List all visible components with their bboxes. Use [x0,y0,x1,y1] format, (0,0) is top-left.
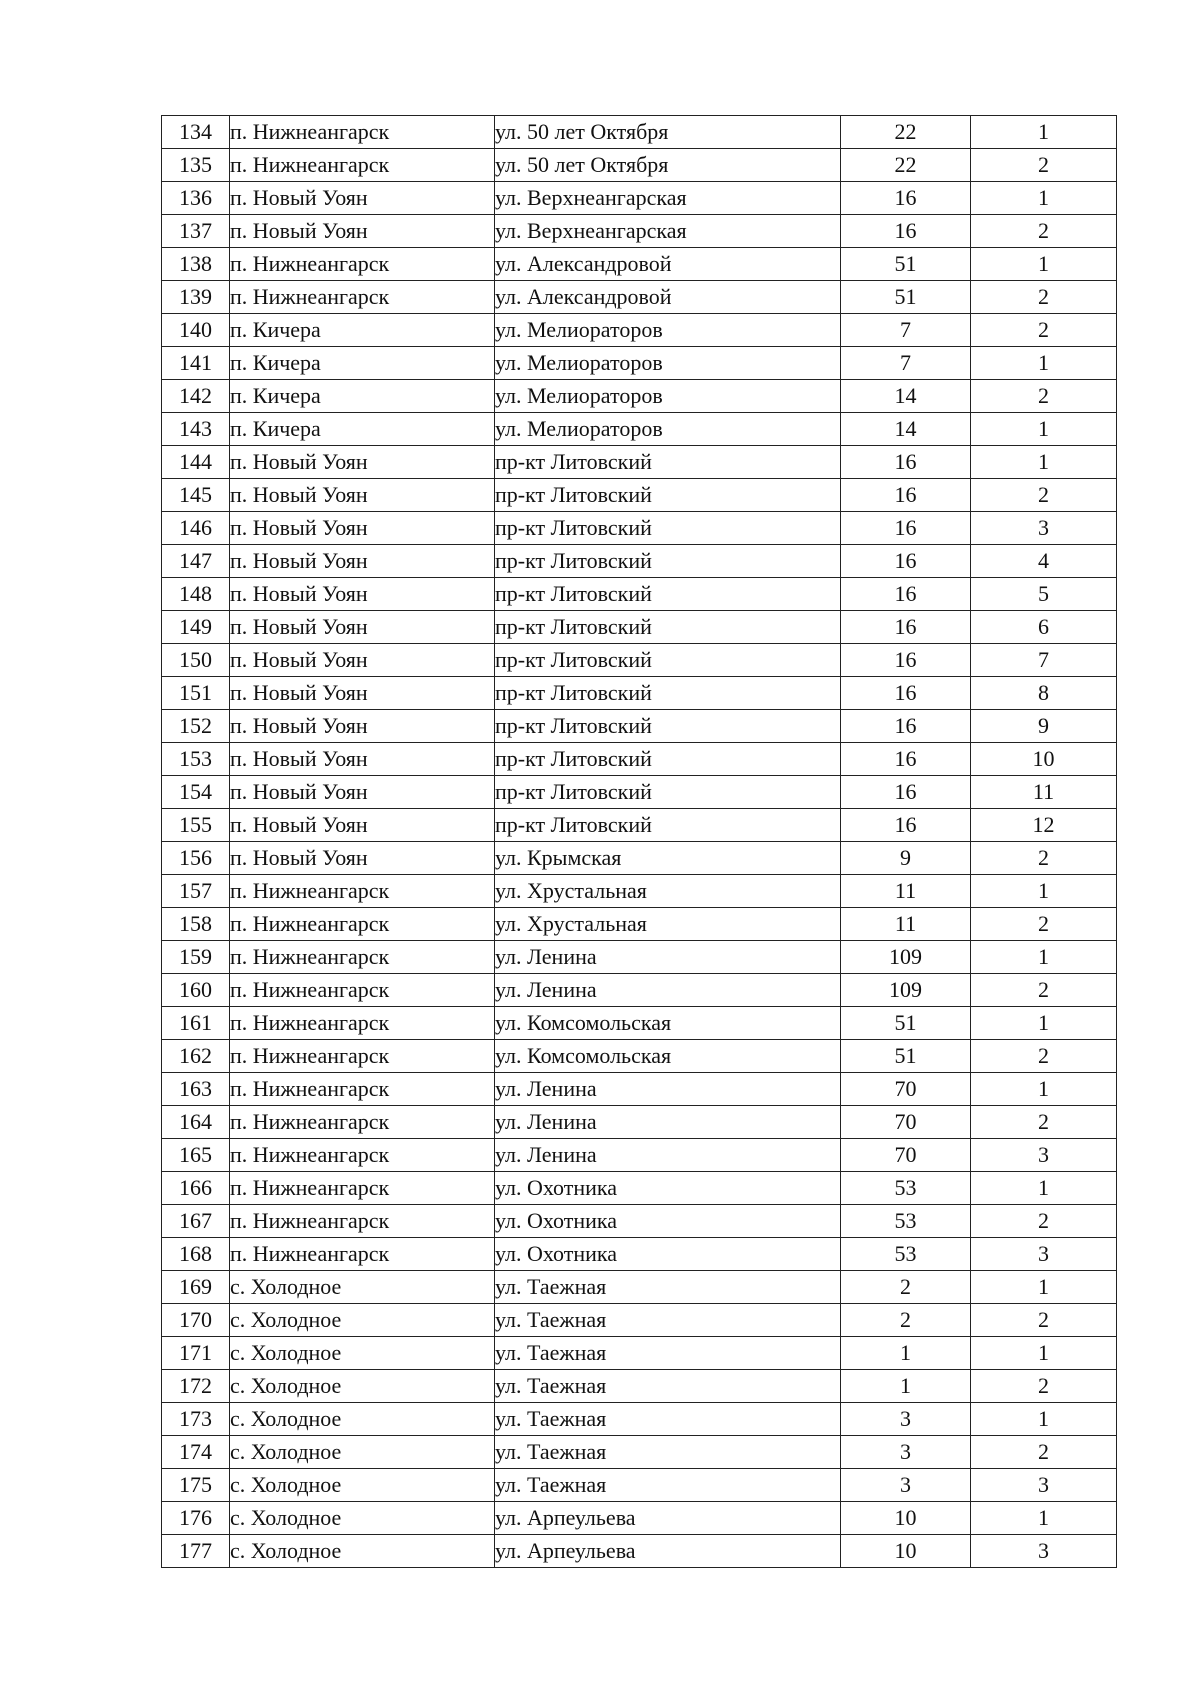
table-row [162,875,1117,908]
table-row [162,1172,1117,1205]
house-number-cell: 14 [841,413,971,446]
street-cell: пр-кт Литовский [495,644,841,677]
house-number-cell: 16 [841,215,971,248]
row-number-cell: 177 [162,1535,230,1568]
table-row [162,842,1117,875]
table-row [162,677,1117,710]
house-number-cell: 22 [841,116,971,149]
settlement-cell: п. Новый Уоян [230,215,495,248]
table-row [162,1436,1117,1469]
street-cell: ул. Александровой [495,248,841,281]
table-row [162,479,1117,512]
street-cell: ул. Мелиораторов [495,380,841,413]
table-row [162,215,1117,248]
apartment-number-cell: 1 [971,875,1117,908]
row-number-cell: 162 [162,1040,230,1073]
street-cell: пр-кт Литовский [495,446,841,479]
house-number-cell: 51 [841,1040,971,1073]
house-number-cell: 16 [841,182,971,215]
house-number-cell: 16 [841,710,971,743]
street-cell: ул. Ленина [495,1106,841,1139]
row-number-cell: 146 [162,512,230,545]
settlement-cell: п. Новый Уоян [230,743,495,776]
settlement-cell: п. Новый Уоян [230,710,495,743]
table-row [162,314,1117,347]
house-number-cell: 16 [841,545,971,578]
house-number-cell: 16 [841,446,971,479]
row-number-cell: 160 [162,974,230,1007]
settlement-cell: п. Кичера [230,413,495,446]
street-cell: пр-кт Литовский [495,776,841,809]
apartment-number-cell: 9 [971,710,1117,743]
street-cell: ул. Таежная [495,1403,841,1436]
apartment-number-cell: 3 [971,512,1117,545]
apartment-number-cell: 2 [971,974,1117,1007]
apartment-number-cell: 8 [971,677,1117,710]
apartment-number-cell: 2 [971,215,1117,248]
settlement-cell: п. Кичера [230,380,495,413]
apartment-number-cell: 1 [971,248,1117,281]
house-number-cell: 9 [841,842,971,875]
settlement-cell: с. Холодное [230,1271,495,1304]
settlement-cell: п. Нижнеангарск [230,116,495,149]
row-number-cell: 144 [162,446,230,479]
row-number-cell: 153 [162,743,230,776]
street-cell: ул. Охотника [495,1172,841,1205]
street-cell: ул. 50 лет Октября [495,116,841,149]
settlement-cell: п. Новый Уоян [230,776,495,809]
row-number-cell: 173 [162,1403,230,1436]
row-number-cell: 163 [162,1073,230,1106]
apartment-number-cell: 3 [971,1535,1117,1568]
house-number-cell: 22 [841,149,971,182]
apartment-number-cell: 2 [971,1106,1117,1139]
table-row [162,413,1117,446]
row-number-cell: 172 [162,1370,230,1403]
apartment-number-cell: 2 [971,908,1117,941]
settlement-cell: п. Нижнеангарск [230,281,495,314]
table-row [162,149,1117,182]
apartment-number-cell: 1 [971,1073,1117,1106]
house-number-cell: 10 [841,1502,971,1535]
street-cell: ул. Ленина [495,974,841,1007]
settlement-cell: п. Новый Уоян [230,479,495,512]
house-number-cell: 16 [841,611,971,644]
apartment-number-cell: 5 [971,578,1117,611]
settlement-cell: п. Новый Уоян [230,512,495,545]
house-number-cell: 7 [841,314,971,347]
street-cell: ул. Таежная [495,1271,841,1304]
settlement-cell: с. Холодное [230,1370,495,1403]
street-cell: пр-кт Литовский [495,479,841,512]
settlement-cell: с. Холодное [230,1337,495,1370]
table-row [162,1535,1117,1568]
apartment-number-cell: 1 [971,347,1117,380]
street-cell: пр-кт Литовский [495,512,841,545]
street-cell: ул. Арпеульева [495,1535,841,1568]
table-row [162,281,1117,314]
table-row [162,1271,1117,1304]
settlement-cell: п. Нижнеангарск [230,1238,495,1271]
row-number-cell: 156 [162,842,230,875]
street-cell: пр-кт Литовский [495,611,841,644]
table-row [162,1403,1117,1436]
address-table [161,115,1117,1568]
house-number-cell: 2 [841,1271,971,1304]
settlement-cell: п. Нижнеангарск [230,1139,495,1172]
row-number-cell: 139 [162,281,230,314]
settlement-cell: с. Холодное [230,1436,495,1469]
street-cell: ул. Мелиораторов [495,413,841,446]
house-number-cell: 53 [841,1238,971,1271]
table-row [162,941,1117,974]
row-number-cell: 143 [162,413,230,446]
settlement-cell: п. Нижнеангарск [230,1040,495,1073]
apartment-number-cell: 11 [971,776,1117,809]
apartment-number-cell: 1 [971,1502,1117,1535]
settlement-cell: п. Нижнеангарск [230,1172,495,1205]
house-number-cell: 7 [841,347,971,380]
house-number-cell: 1 [841,1337,971,1370]
table-row [162,611,1117,644]
row-number-cell: 164 [162,1106,230,1139]
street-cell: ул. Александровой [495,281,841,314]
table-row [162,1238,1117,1271]
table-row [162,1040,1117,1073]
row-number-cell: 150 [162,644,230,677]
row-number-cell: 140 [162,314,230,347]
settlement-cell: с. Холодное [230,1304,495,1337]
table-row [162,116,1117,149]
row-number-cell: 166 [162,1172,230,1205]
apartment-number-cell: 1 [971,1271,1117,1304]
row-number-cell: 159 [162,941,230,974]
row-number-cell: 154 [162,776,230,809]
table-row [162,1139,1117,1172]
street-cell: пр-кт Литовский [495,743,841,776]
house-number-cell: 16 [841,743,971,776]
table-row [162,1337,1117,1370]
row-number-cell: 134 [162,116,230,149]
street-cell: ул. Арпеульева [495,1502,841,1535]
row-number-cell: 137 [162,215,230,248]
street-cell: ул. Мелиораторов [495,314,841,347]
apartment-number-cell: 3 [971,1469,1117,1502]
settlement-cell: с. Холодное [230,1403,495,1436]
settlement-cell: п. Новый Уоян [230,611,495,644]
apartment-number-cell: 2 [971,281,1117,314]
table-row [162,776,1117,809]
house-number-cell: 14 [841,380,971,413]
settlement-cell: п. Нижнеангарск [230,908,495,941]
apartment-number-cell: 2 [971,1370,1117,1403]
settlement-cell: п. Нижнеангарск [230,1106,495,1139]
settlement-cell: с. Холодное [230,1469,495,1502]
table-row [162,1304,1117,1337]
house-number-cell: 51 [841,281,971,314]
house-number-cell: 10 [841,1535,971,1568]
table-row [162,182,1117,215]
settlement-cell: п. Новый Уоян [230,644,495,677]
table-row [162,347,1117,380]
house-number-cell: 109 [841,974,971,1007]
table-row [162,644,1117,677]
apartment-number-cell: 2 [971,1304,1117,1337]
settlement-cell: п. Новый Уоян [230,809,495,842]
apartment-number-cell: 1 [971,1337,1117,1370]
house-number-cell: 2 [841,1304,971,1337]
street-cell: ул. Ленина [495,1073,841,1106]
row-number-cell: 161 [162,1007,230,1040]
house-number-cell: 16 [841,677,971,710]
street-cell: пр-кт Литовский [495,809,841,842]
street-cell: ул. Таежная [495,1337,841,1370]
row-number-cell: 158 [162,908,230,941]
street-cell: ул. Охотника [495,1238,841,1271]
apartment-number-cell: 2 [971,314,1117,347]
apartment-number-cell: 2 [971,1436,1117,1469]
street-cell: ул. Комсомольская [495,1007,841,1040]
row-number-cell: 135 [162,149,230,182]
apartment-number-cell: 12 [971,809,1117,842]
street-cell: ул. Таежная [495,1469,841,1502]
house-number-cell: 109 [841,941,971,974]
apartment-number-cell: 1 [971,1172,1117,1205]
settlement-cell: п. Нижнеангарск [230,974,495,1007]
house-number-cell: 3 [841,1469,971,1502]
house-number-cell: 70 [841,1106,971,1139]
row-number-cell: 151 [162,677,230,710]
house-number-cell: 3 [841,1436,971,1469]
apartment-number-cell: 7 [971,644,1117,677]
row-number-cell: 167 [162,1205,230,1238]
row-number-cell: 175 [162,1469,230,1502]
table-row [162,446,1117,479]
house-number-cell: 16 [841,809,971,842]
house-number-cell: 51 [841,1007,971,1040]
settlement-cell: п. Новый Уоян [230,182,495,215]
street-cell: ул. Хрустальная [495,908,841,941]
house-number-cell: 70 [841,1073,971,1106]
settlement-cell: п. Новый Уоян [230,446,495,479]
row-number-cell: 176 [162,1502,230,1535]
settlement-cell: п. Нижнеангарск [230,1073,495,1106]
apartment-number-cell: 2 [971,380,1117,413]
address-table-body [162,116,1117,1568]
apartment-number-cell: 1 [971,1007,1117,1040]
house-number-cell: 16 [841,644,971,677]
row-number-cell: 141 [162,347,230,380]
street-cell: ул. Верхнеангарская [495,182,841,215]
house-number-cell: 16 [841,776,971,809]
settlement-cell: п. Нижнеангарск [230,149,495,182]
street-cell: пр-кт Литовский [495,677,841,710]
street-cell: ул. Таежная [495,1436,841,1469]
house-number-cell: 16 [841,578,971,611]
street-cell: ул. Мелиораторов [495,347,841,380]
table-row [162,380,1117,413]
house-number-cell: 70 [841,1139,971,1172]
settlement-cell: п. Нижнеангарск [230,875,495,908]
settlement-cell: п. Кичера [230,314,495,347]
row-number-cell: 165 [162,1139,230,1172]
apartment-number-cell: 2 [971,1205,1117,1238]
apartment-number-cell: 2 [971,149,1117,182]
table-row [162,908,1117,941]
row-number-cell: 155 [162,809,230,842]
settlement-cell: п. Новый Уоян [230,842,495,875]
street-cell: пр-кт Литовский [495,545,841,578]
street-cell: ул. Ленина [495,941,841,974]
row-number-cell: 148 [162,578,230,611]
settlement-cell: п. Нижнеангарск [230,1205,495,1238]
apartment-number-cell: 2 [971,1040,1117,1073]
table-row [162,974,1117,1007]
table-row [162,512,1117,545]
apartment-number-cell: 1 [971,182,1117,215]
street-cell: пр-кт Литовский [495,710,841,743]
apartment-number-cell: 2 [971,842,1117,875]
house-number-cell: 16 [841,512,971,545]
apartment-number-cell: 1 [971,941,1117,974]
table-row [162,545,1117,578]
table-row [162,1370,1117,1403]
house-number-cell: 3 [841,1403,971,1436]
house-number-cell: 53 [841,1205,971,1238]
table-row [162,743,1117,776]
row-number-cell: 157 [162,875,230,908]
apartment-number-cell: 4 [971,545,1117,578]
row-number-cell: 152 [162,710,230,743]
apartment-number-cell: 10 [971,743,1117,776]
settlement-cell: п. Нижнеангарск [230,248,495,281]
row-number-cell: 147 [162,545,230,578]
street-cell: ул. Крымская [495,842,841,875]
table-row [162,1205,1117,1238]
house-number-cell: 11 [841,908,971,941]
apartment-number-cell: 2 [971,479,1117,512]
row-number-cell: 174 [162,1436,230,1469]
settlement-cell: п. Нижнеангарск [230,941,495,974]
row-number-cell: 168 [162,1238,230,1271]
house-number-cell: 16 [841,479,971,512]
table-row [162,1073,1117,1106]
house-number-cell: 1 [841,1370,971,1403]
settlement-cell: с. Холодное [230,1535,495,1568]
house-number-cell: 11 [841,875,971,908]
row-number-cell: 136 [162,182,230,215]
apartment-number-cell: 3 [971,1238,1117,1271]
row-number-cell: 170 [162,1304,230,1337]
street-cell: ул. Охотника [495,1205,841,1238]
table-row [162,1469,1117,1502]
street-cell: ул. Верхнеангарская [495,215,841,248]
settlement-cell: п. Новый Уоян [230,677,495,710]
row-number-cell: 142 [162,380,230,413]
table-row [162,809,1117,842]
table-row [162,1106,1117,1139]
street-cell: ул. Комсомольская [495,1040,841,1073]
street-cell: ул. Таежная [495,1370,841,1403]
table-row [162,248,1117,281]
apartment-number-cell: 6 [971,611,1117,644]
settlement-cell: с. Холодное [230,1502,495,1535]
street-cell: ул. 50 лет Октября [495,149,841,182]
house-number-cell: 51 [841,248,971,281]
street-cell: ул. Таежная [495,1304,841,1337]
row-number-cell: 138 [162,248,230,281]
table-row [162,578,1117,611]
apartment-number-cell: 3 [971,1139,1117,1172]
street-cell: пр-кт Литовский [495,578,841,611]
row-number-cell: 171 [162,1337,230,1370]
table-row [162,710,1117,743]
table-row [162,1007,1117,1040]
settlement-cell: п. Новый Уоян [230,545,495,578]
settlement-cell: п. Нижнеангарск [230,1007,495,1040]
settlement-cell: п. Новый Уоян [230,578,495,611]
row-number-cell: 169 [162,1271,230,1304]
street-cell: ул. Хрустальная [495,875,841,908]
apartment-number-cell: 1 [971,1403,1117,1436]
apartment-number-cell: 1 [971,413,1117,446]
row-number-cell: 149 [162,611,230,644]
apartment-number-cell: 1 [971,446,1117,479]
apartment-number-cell: 1 [971,116,1117,149]
settlement-cell: п. Кичера [230,347,495,380]
table-row [162,1502,1117,1535]
row-number-cell: 145 [162,479,230,512]
street-cell: ул. Ленина [495,1139,841,1172]
house-number-cell: 53 [841,1172,971,1205]
